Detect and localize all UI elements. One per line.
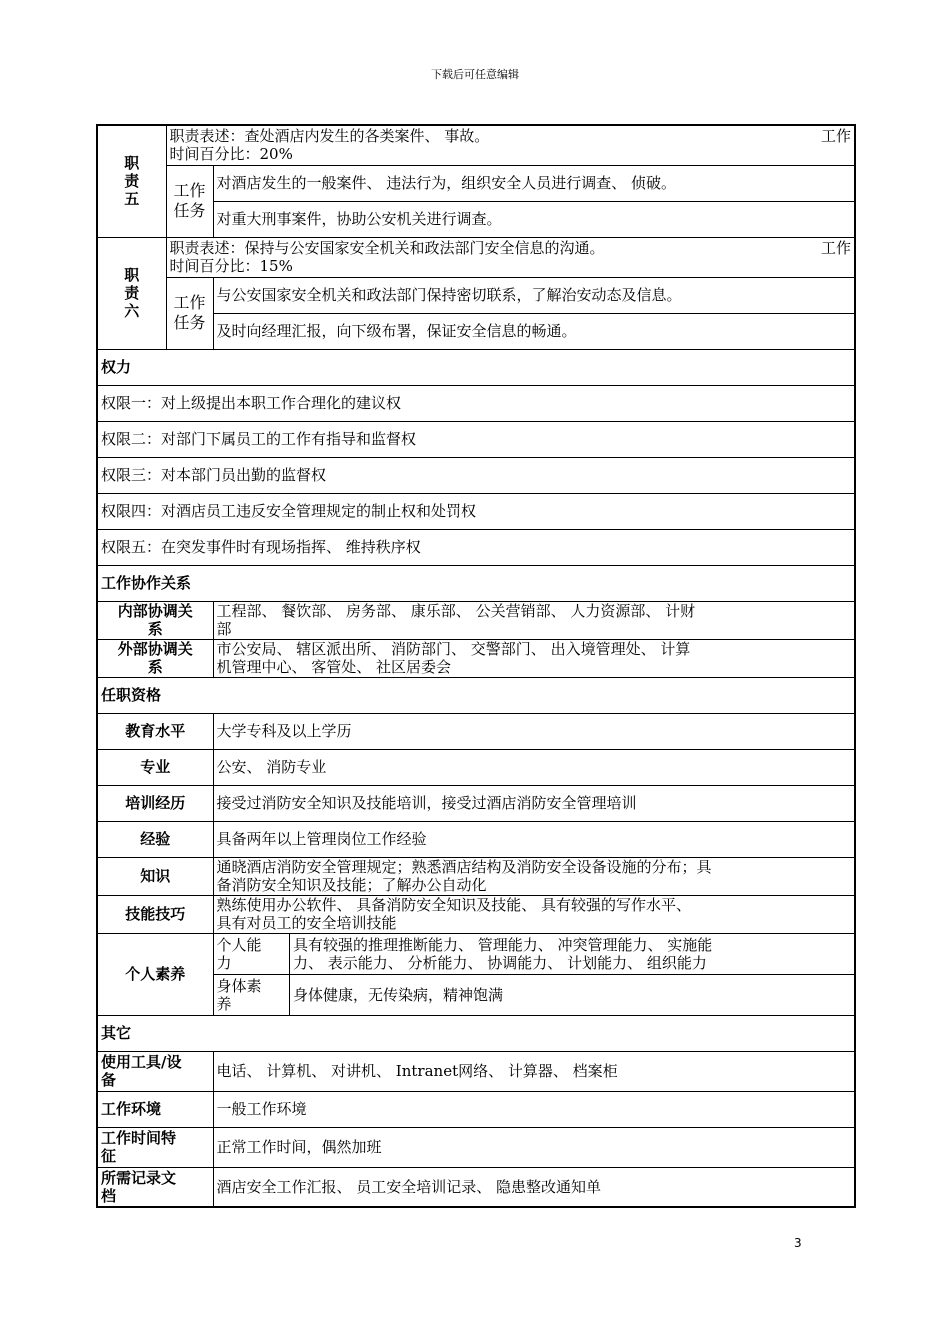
authority-item: 权限三：对本部门员出勤的监督权 bbox=[97, 457, 855, 493]
page-number: 3 bbox=[794, 1236, 802, 1250]
duty-6-description: 职责表述：保持与公安国家安全机关和政法部门安全信息的沟通。 工作 时间百分比：15% bbox=[166, 237, 855, 277]
training-label: 培训经历 bbox=[97, 785, 213, 821]
education-label: 教育水平 bbox=[97, 713, 213, 749]
duty-5-task-1: 对酒店发生的一般案件、 违法行为，组织安全人员进行调查、 侦破。 bbox=[213, 165, 855, 201]
major-label: 专业 bbox=[97, 749, 213, 785]
work-time-label: 工作时间特 征 bbox=[97, 1127, 213, 1167]
authority-title: 权力 bbox=[97, 349, 855, 385]
duty-6-task-1: 与公安国家安全机关和政法部门保持密切联系，了解治安动态及信息。 bbox=[213, 277, 855, 313]
education-value: 大学专科及以上学历 bbox=[213, 713, 855, 749]
work-time-value: 正常工作时间，偶然加班 bbox=[213, 1127, 855, 1167]
training-value: 接受过消防安全知识及技能培训，接受过酒店消防安全管理培训 bbox=[213, 785, 855, 821]
external-coordination-value: 市公安局、 辖区派出所、 消防部门、 交警部门、 出入境管理处、 计算 机管理中心、 客管处、 社区居委会 bbox=[213, 639, 855, 677]
knowledge-label: 知识 bbox=[97, 857, 213, 895]
records-value: 酒店安全工作汇报、 员工安全培训记录、 隐患整改通知单 bbox=[213, 1167, 855, 1207]
experience-value: 具备两年以上管理岗位工作经验 bbox=[213, 821, 855, 857]
records-label: 所需记录文 档 bbox=[97, 1167, 213, 1207]
internal-coordination-value: 工程部、 餐饮部、 房务部、 康乐部、 公关营销部、 人力资源部、 计财 部 bbox=[213, 601, 855, 639]
page-header: 下载后可任意编辑 bbox=[431, 68, 519, 81]
personal-ability-row bbox=[213, 933, 855, 974]
physical-quality-value: 身体健康，无传染病，精神饱满 bbox=[293, 985, 504, 1004]
skills-value: 熟练使用办公软件、 具备消防安全知识及技能、 具有较强的写作水平、 具有对员工的安全培训技能 bbox=[213, 895, 855, 933]
qualification-title: 任职资格 bbox=[97, 677, 855, 713]
authority-item: 权限二：对部门下属员工的工作有指导和监督权 bbox=[97, 421, 855, 457]
knowledge-value: 通晓酒店消防安全管理规定；熟悉酒店结构及消防安全设备设施的分布；具 备消防安全知识及技能；了解办公自动化 bbox=[213, 857, 855, 895]
personal-ability-value: 具有较强的推理推断能力、 管理能力、 冲突管理能力、 实施能 力、 表示能力、 分析能力、 协调能力、 计划能力、 组织能力 bbox=[293, 935, 713, 972]
authority-item: 权限五：在突发事件时有现场指挥、 维持秩序权 bbox=[97, 529, 855, 565]
cooperation-title: 工作协作关系 bbox=[97, 565, 855, 601]
job-description-table bbox=[96, 124, 856, 1208]
personal-quality-label: 个人素养 bbox=[97, 933, 213, 1015]
work-environment-value: 一般工作环境 bbox=[213, 1091, 855, 1127]
duty-5-label: 职 责 五 bbox=[97, 125, 166, 237]
physical-quality-row bbox=[213, 974, 855, 1015]
authority-item: 权限一：对上级提出本职工作合理化的建议权 bbox=[97, 385, 855, 421]
duty-6-label: 职 责 六 bbox=[97, 237, 166, 349]
personal-ability-label: 个人能 力 bbox=[214, 934, 290, 974]
tools-value: 电话、 计算机、 对讲机、 Intranet网络、 计算器、 档案柜 bbox=[213, 1051, 855, 1091]
skills-label: 技能技巧 bbox=[97, 895, 213, 933]
duty-6-task-label: 工作 任务 bbox=[166, 277, 213, 349]
duty-5-task-2: 对重大刑事案件，协助公安机关进行调查。 bbox=[213, 201, 855, 237]
experience-label: 经验 bbox=[97, 821, 213, 857]
other-title: 其它 bbox=[97, 1015, 855, 1051]
physical-quality-label: 身体素 养 bbox=[214, 975, 290, 1015]
internal-coordination-label: 内部协调关 系 bbox=[97, 601, 213, 639]
external-coordination-label: 外部协调关 系 bbox=[97, 639, 213, 677]
duty-5-description: 职责表述：查处酒店内发生的各类案件、 事故。 工作 时间百分比：20% bbox=[166, 125, 855, 165]
duty-6-task-2: 及时向经理汇报，向下级布署，保证安全信息的畅通。 bbox=[213, 313, 855, 349]
work-environment-label: 工作环境 bbox=[97, 1091, 213, 1127]
duty-5-task-label: 工作 任务 bbox=[166, 165, 213, 237]
tools-label: 使用工具/设 备 bbox=[97, 1051, 213, 1091]
major-value: 公安、 消防专业 bbox=[213, 749, 855, 785]
authority-item: 权限四：对酒店员工违反安全管理规定的制止权和处罚权 bbox=[97, 493, 855, 529]
